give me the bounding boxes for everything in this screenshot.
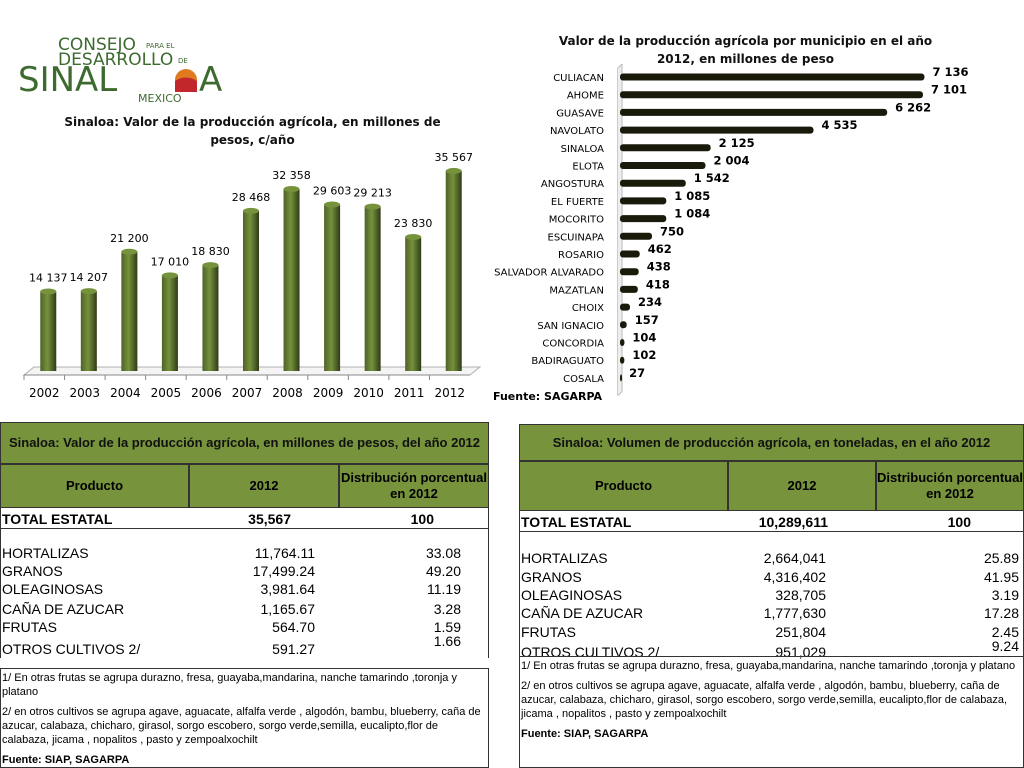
table1-row4-valor: 564.70 — [272, 619, 315, 635]
table1-row5-valor: 591.27 — [272, 641, 315, 657]
chart1-data-label-2010: 29 213 — [353, 186, 392, 200]
table2-row2-dist: 3.19 — [991, 587, 1019, 603]
table1-row3-dist: 3.28 — [433, 601, 461, 617]
chart2-data-label-7: 1 085 — [674, 188, 711, 203]
chart1-tick-2011: 2011 — [393, 386, 425, 400]
chart2-category-label-7: EL FUERTE — [550, 196, 604, 208]
chart1-data-label-2011: 23 830 — [393, 216, 433, 230]
table1-row1-producto: GRANOS — [2, 563, 63, 579]
chart2-category-label-5: ELOTA — [572, 161, 604, 173]
logo-line3b: A — [199, 60, 223, 100]
table1-row2-dist: 11.19 — [427, 581, 461, 597]
table2-notes — [519, 656, 1024, 768]
table2-row4-valor: 251,804 — [775, 624, 826, 640]
chart2-category-label-8: MOCORITO — [548, 214, 604, 226]
chart2-data-label-16: 102 — [632, 348, 657, 363]
chart1-bar-2006 — [202, 265, 218, 371]
chart1-bar-top-2009 — [324, 201, 340, 207]
chart2-category-label-16: BADIRAGUATO — [531, 356, 604, 368]
table2-row4-producto: FRUTAS — [521, 624, 576, 640]
chart1-bar-2002 — [40, 291, 56, 371]
table1-row0-valor: 11,764.11 — [254, 545, 315, 561]
chart1-bar-top-2008 — [284, 186, 300, 192]
table2-row4-dist: 2.45 — [991, 624, 1019, 640]
chart2-bar-3 — [620, 127, 813, 134]
chart2-bar-8 — [620, 215, 666, 222]
table1-total-dist: 100 — [410, 511, 434, 527]
chart2-data-label-11: 438 — [646, 259, 671, 274]
table-row — [520, 604, 1023, 622]
chart1-data-label-2008: 32 358 — [272, 168, 311, 182]
chart2-category-label-15: CONCORDIA — [542, 338, 604, 350]
logo-sun-lower-icon — [175, 78, 197, 93]
chart2-data-label-5: 2 004 — [713, 153, 750, 168]
table2-row3-dist: 17.28 — [983, 605, 1019, 621]
chart1-data-label-2006: 18 830 — [191, 245, 230, 259]
table1-row1-valor: 17,499.24 — [252, 563, 315, 579]
chart2-category-label-17: COSALA — [563, 373, 604, 385]
chart2-title: Valor de la producción agrícola por municipio en el año 2012, en millones de peso — [558, 34, 933, 66]
table1-row3-producto: CAÑA DE AZUCAR — [2, 601, 125, 617]
chart2-data-label-0: 7 136 — [932, 65, 969, 79]
logo-line2: DESARROLLO — [58, 50, 174, 70]
table2-row2-valor: 328,705 — [775, 587, 826, 603]
chart2-data-label-9: 750 — [660, 224, 685, 239]
table1-row2-valor: 3,981.64 — [260, 581, 315, 597]
table2-row5-producto: OTROS CULTIVOS 2/ — [521, 644, 660, 660]
chart2-data-label-15: 104 — [632, 330, 657, 345]
table-row — [520, 586, 1023, 604]
chart2-category-label-2: GUASAVE — [556, 108, 604, 120]
chart1-data-label-2012: 35 567 — [434, 150, 473, 164]
chart2-bar-11 — [620, 268, 639, 275]
table2-row1-valor: 4,316,402 — [763, 569, 826, 585]
chart2-data-label-12: 418 — [645, 277, 670, 292]
table-row — [520, 568, 1023, 586]
chart1-bar-2003 — [81, 291, 97, 371]
chart2-bar-17 — [620, 374, 622, 381]
table2-row0-dist: 25.89 — [983, 550, 1019, 566]
chart1-bar-2007 — [243, 211, 259, 371]
table1-note1: 1/ En otras frutas se agrupa durazno, fresa, guayaba,mandarina, nanche tamarindo ,toronja y platano — [2, 672, 457, 698]
table-volume-2012 — [519, 424, 1024, 740]
chart1-bar-top-2003 — [81, 288, 97, 294]
table1-total-producto: TOTAL ESTATAL — [2, 511, 113, 527]
logo-line3: SINAL — [18, 60, 118, 100]
table2-header-2012: 2012 — [728, 461, 876, 511]
table2-total-divider — [520, 531, 1023, 532]
chart1-tick-2004: 2004 — [110, 386, 141, 400]
table-row — [1, 600, 488, 618]
table2-header-producto: Producto — [519, 461, 728, 511]
table2-header-row — [519, 461, 1024, 511]
table-row — [1, 544, 488, 562]
chart2-bar-7 — [620, 197, 666, 204]
chart1-bar-top-2004 — [121, 249, 137, 255]
chart1-bar-top-2002 — [40, 288, 56, 294]
table1-source: Fuente: SIAP, SAGARPA — [2, 754, 130, 766]
chart1-bar-top-2010 — [365, 204, 381, 210]
table2-row1-dist: 41.95 — [983, 569, 1019, 585]
chart2-bar-6 — [620, 180, 686, 187]
table-row — [520, 549, 1023, 567]
chart2-category-label-1: AHOME — [566, 90, 604, 102]
chart2-category-label-0: CULIACAN — [553, 73, 604, 84]
chart1-data-label-2007: 28 468 — [231, 190, 271, 204]
chart2-municipality-value — [490, 64, 1024, 406]
chart2-data-label-6: 1 542 — [693, 171, 730, 186]
chart2-bar-9 — [620, 233, 652, 240]
chart2-data-label-4: 2 125 — [718, 135, 755, 150]
chart2-bar-1 — [620, 91, 923, 98]
table1-row3-valor: 1,165.67 — [260, 601, 315, 617]
chart2-data-label-1: 7 101 — [930, 82, 967, 97]
table1-row4-dist: 1.59 — [433, 619, 461, 635]
table1-row5-dist: 1.66 — [433, 633, 461, 649]
logo-para: PARA EL — [146, 42, 175, 50]
chart2-category-label-3: NAVOLATO — [549, 126, 604, 138]
chart1-tick-2009: 2009 — [312, 386, 344, 400]
table2-source: Fuente: SIAP, SAGARPA — [521, 728, 649, 740]
chart1-data-label-2003: 14 207 — [69, 271, 109, 285]
chart2-data-label-13: 234 — [637, 295, 662, 310]
chart1-tick-2005: 2005 — [150, 386, 182, 400]
chart1-bar-top-2012 — [446, 168, 462, 174]
table1-row0-dist: 33.08 — [425, 545, 461, 561]
table2-total-row — [520, 513, 1023, 531]
table2-row0-valor: 2,664,041 — [763, 550, 826, 566]
chart2-bar-4 — [620, 144, 711, 151]
table-value-2012 — [0, 422, 489, 766]
table-row — [1, 633, 488, 657]
table1-header-row — [0, 464, 489, 508]
chart2-category-label-12: MAZATLAN — [549, 285, 604, 297]
logo-line4: MEXICO — [138, 92, 182, 104]
table2-note1: 1/ En otras frutas se agrupa durazno, fresa, guayaba,mandarina, nanche tamarindo ,toronja y platano — [521, 660, 1016, 672]
chart1-bar-2005 — [162, 275, 178, 371]
chart2-category-label-9: ESCUINAPA — [547, 232, 604, 244]
chart2-category-label-4: SINALOA — [560, 143, 604, 155]
table2-row0-producto: HORTALIZAS — [521, 550, 608, 566]
table2-total-dist: 100 — [947, 514, 971, 530]
table2-body — [519, 511, 1024, 660]
chart2-bar-10 — [620, 251, 640, 258]
table1-header-producto: Producto — [0, 464, 189, 508]
chart1-tick-2002: 2002 — [28, 386, 60, 400]
chart1-yearly-value — [0, 140, 490, 410]
chart2-category-label-10: ROSARIO — [558, 250, 604, 261]
chart2-bar-0 — [620, 74, 924, 81]
chart1-bar-2010 — [365, 207, 381, 371]
table2-total-producto: TOTAL ESTATAL — [521, 514, 632, 530]
chart2-bar-12 — [620, 286, 638, 293]
chart2-bar-16 — [620, 357, 624, 364]
table1-row0-producto: HORTALIZAS — [2, 545, 89, 561]
chart1-bar-2011 — [405, 237, 421, 371]
table2-note2: 2/ en otros cultivos se agrupa agave, aguacate, alfalfa verde , algodón, bambu, blueberry, caña de azucar, calabaza, chicharo, girasol, sorgo escobero, sorgo verde,semilla, eucalipto,flor de calabaza, jicama , nopalitos , pasto y zempoalxochilt — [521, 680, 1008, 720]
table2-row3-valor: 1,777,630 — [763, 605, 826, 621]
chart1-bar-top-2006 — [202, 262, 218, 268]
chart1-data-label-2005: 17 010 — [150, 255, 190, 269]
chart2-category-label-6: ANGOSTURA — [540, 179, 604, 191]
consejo-sinaloa-logo — [18, 34, 238, 104]
table2-header-dist: Distribución porcentual en 2012 — [876, 461, 1024, 511]
chart1-bar-top-2011 — [405, 234, 421, 240]
table-row — [1, 580, 488, 598]
chart1-tick-2008: 2008 — [272, 386, 303, 400]
chart1-bar-2008 — [284, 189, 300, 371]
chart2-source: Fuente: SAGARPA — [493, 390, 603, 403]
logo-graphic — [18, 34, 238, 104]
chart2-bar-5 — [620, 162, 706, 169]
chart1-title: Sinaloa: Valor de la producción agrícola, en millones de pesos, c/año — [64, 115, 441, 147]
chart2-bar-14 — [620, 321, 627, 328]
chart2-data-label-8: 1 084 — [674, 206, 711, 221]
chart2-data-label-17: 27 — [629, 365, 646, 380]
chart2-category-label-13: CHOIX — [571, 303, 604, 315]
table1-total-valor: 35,567 — [248, 511, 291, 527]
table1-row4-producto: FRUTAS — [2, 619, 57, 635]
table1-notes — [0, 668, 489, 768]
chart2-category-label-11: SALVADOR ALVARADO — [494, 267, 604, 279]
chart2-data-label-14: 157 — [634, 312, 659, 327]
chart1-bar-top-2005 — [162, 272, 178, 278]
logo-de: DE — [178, 57, 188, 65]
chart1-bar-2009 — [324, 204, 340, 371]
table1-title: Sinaloa: Valor de la producción agrícola, en millones de pesos, del año 2012 — [0, 422, 489, 464]
table2-total-valor: 10,289,611 — [758, 514, 828, 530]
chart2-category-label-14: SAN IGNACIO — [537, 320, 604, 332]
chart1-tick-2006: 2006 — [191, 386, 222, 400]
table2-row3-producto: CAÑA DE AZUCAR — [521, 605, 644, 621]
chart2-data-label-3: 4 535 — [821, 118, 858, 133]
chart1-data-label-2002: 14 137 — [29, 271, 68, 285]
table1-body — [0, 508, 489, 658]
chart2-bar-13 — [620, 304, 630, 311]
chart1-data-label-2009: 29 603 — [312, 184, 352, 198]
chart1-bar-2012 — [446, 171, 462, 371]
chart1-tick-2010: 2010 — [353, 386, 384, 400]
chart2-bar-2 — [620, 109, 887, 116]
table1-total-divider — [1, 528, 488, 529]
table-row — [1, 562, 488, 580]
chart1-data-label-2004: 21 200 — [110, 231, 149, 245]
table1-header-dist: Distribución porcentual en 2012 — [339, 464, 489, 508]
chart1-bar-2004 — [121, 252, 137, 371]
table2-row5-valor: 951,029 — [775, 644, 826, 660]
table2-row1-producto: GRANOS — [521, 569, 582, 585]
chart2-data-label-10: 462 — [647, 242, 672, 256]
table1-header-2012: 2012 — [189, 464, 339, 508]
table1-total-row — [1, 510, 488, 528]
table2-row5-dist: 9.24 — [991, 638, 1019, 654]
table2-title: Sinaloa: Volumen de producción agrícola, en toneladas, en el año 2012 — [519, 424, 1024, 461]
chart1-bar-top-2007 — [243, 208, 259, 214]
chart1-tick-2003: 2003 — [69, 386, 101, 400]
logo-line1: CONSEJO — [58, 35, 136, 55]
chart1-tick-2012: 2012 — [434, 386, 466, 400]
table2-row2-producto: OLEAGINOSAS — [521, 587, 623, 603]
chart2-data-label-2: 6 262 — [895, 100, 932, 115]
chart1-tick-2007: 2007 — [231, 386, 263, 400]
chart2-bar-15 — [620, 339, 624, 346]
table1-row2-producto: OLEAGINOSAS — [2, 581, 104, 597]
table1-row1-dist: 49.20 — [425, 563, 461, 579]
table1-note2: 2/ en otros cultivos se agrupa agave, aguacate, alfalfa verde , algodón, bambu, blueberry, caña de azucar, calabaza, chicharo, girasol, sorgo escobero, sorgo verde,semilla, eucalipto,flor de calabaza, jicama , nopalitos , pasto y zempoalxochilt — [2, 706, 481, 746]
table1-row5-producto: OTROS CULTIVOS 2/ — [2, 641, 141, 657]
